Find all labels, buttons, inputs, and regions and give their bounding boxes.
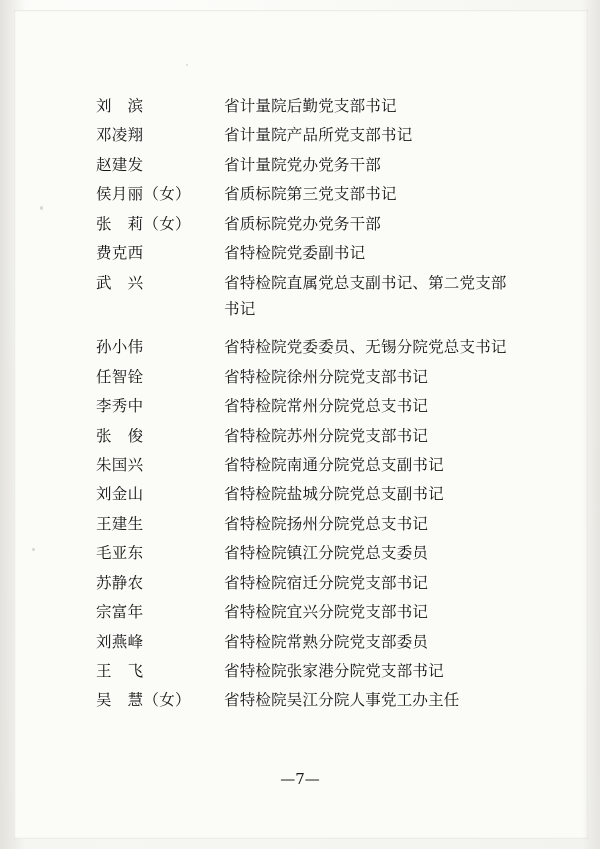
list-item [96, 484, 560, 505]
person-name: 费克西 [96, 244, 144, 263]
person-title: 省特检院党委委员、无锡分院党总支书记 [224, 338, 507, 357]
list-item [96, 602, 560, 623]
person-title-line2: 书记 [224, 300, 256, 319]
person-name: 刘金山 [96, 485, 144, 504]
person-title: 省特检院宿迁分院党支部书记 [224, 573, 429, 592]
list-item [96, 184, 560, 205]
list-item [96, 396, 560, 417]
person-name: 宗富年 [96, 603, 144, 622]
person-name: 李秀中 [96, 397, 144, 416]
list-item [96, 214, 560, 235]
list-item [96, 243, 560, 264]
person-title [224, 273, 560, 321]
person-title: 省特检院南通分院党总支副书记 [224, 456, 444, 475]
person-title: 省特检院吴江分院人事党工办主任 [224, 691, 460, 710]
person-title-line1: 省特检院直属党总支副书记、第二党支部 [224, 273, 507, 292]
person-name: 朱国兴 [96, 456, 144, 475]
person-name: 赵建发 [96, 155, 144, 174]
person-title: 省特检院徐州分院党支部书记 [224, 367, 429, 386]
list-item [96, 155, 560, 176]
person-name: 吴 慧（女） [96, 691, 191, 710]
person-name: 侯月丽（女） [96, 185, 191, 204]
scan-speck [40, 206, 43, 210]
person-title: 省质标院党办党务干部 [224, 214, 382, 233]
person-name: 邓凌翔 [96, 126, 144, 145]
list-item [96, 514, 560, 535]
person-name: 孙小伟 [96, 338, 144, 357]
person-title: 省特检院镇江分院党总支委员 [224, 544, 429, 563]
list-item [96, 426, 560, 447]
person-name: 王建生 [96, 514, 144, 533]
person-name: 武 兴 [96, 273, 144, 292]
scan-speck [186, 64, 188, 66]
scan-speck [32, 548, 35, 551]
person-name: 刘燕峰 [96, 632, 144, 651]
page-number: —7— [280, 770, 320, 788]
list-item [96, 273, 560, 321]
person-title: 省特检院张家港分院党支部书记 [224, 662, 444, 681]
list-item [96, 337, 560, 358]
person-name: 张 莉（女） [96, 214, 191, 233]
person-title: 省特检院扬州分院党总支书记 [224, 514, 429, 533]
list-item [96, 573, 560, 594]
list-item [96, 455, 560, 476]
name-list [96, 96, 560, 720]
person-title: 省计量院产品所党支部书记 [224, 126, 413, 145]
person-title: 省特检院苏州分院党支部书记 [224, 426, 429, 445]
person-name: 毛亚东 [96, 544, 144, 563]
person-name: 苏静农 [96, 573, 144, 592]
person-name: 张 俊 [96, 426, 144, 445]
list-item [96, 96, 560, 117]
list-item [96, 661, 560, 682]
person-name: 王 飞 [96, 662, 144, 681]
person-title: 省计量院党办党务干部 [224, 155, 382, 174]
list-item [96, 125, 560, 146]
list-item [96, 632, 560, 653]
list-item [96, 543, 560, 564]
person-title: 省特检院宜兴分院党支部书记 [224, 603, 429, 622]
person-title: 省特检院盐城分院党总支副书记 [224, 485, 444, 504]
person-title: 省特检院常州分院党总支书记 [224, 397, 429, 416]
list-item [96, 690, 560, 711]
person-name: 任智铨 [96, 367, 144, 386]
list-item [96, 367, 560, 388]
person-title: 省特检院党委副书记 [224, 244, 366, 263]
person-name: 刘 滨 [96, 97, 144, 115]
person-title: 省计量院后勤党支部书记 [224, 97, 397, 115]
person-title: 省质标院第三党支部书记 [224, 185, 397, 204]
person-title: 省特检院常熟分院党支部委员 [224, 632, 429, 651]
